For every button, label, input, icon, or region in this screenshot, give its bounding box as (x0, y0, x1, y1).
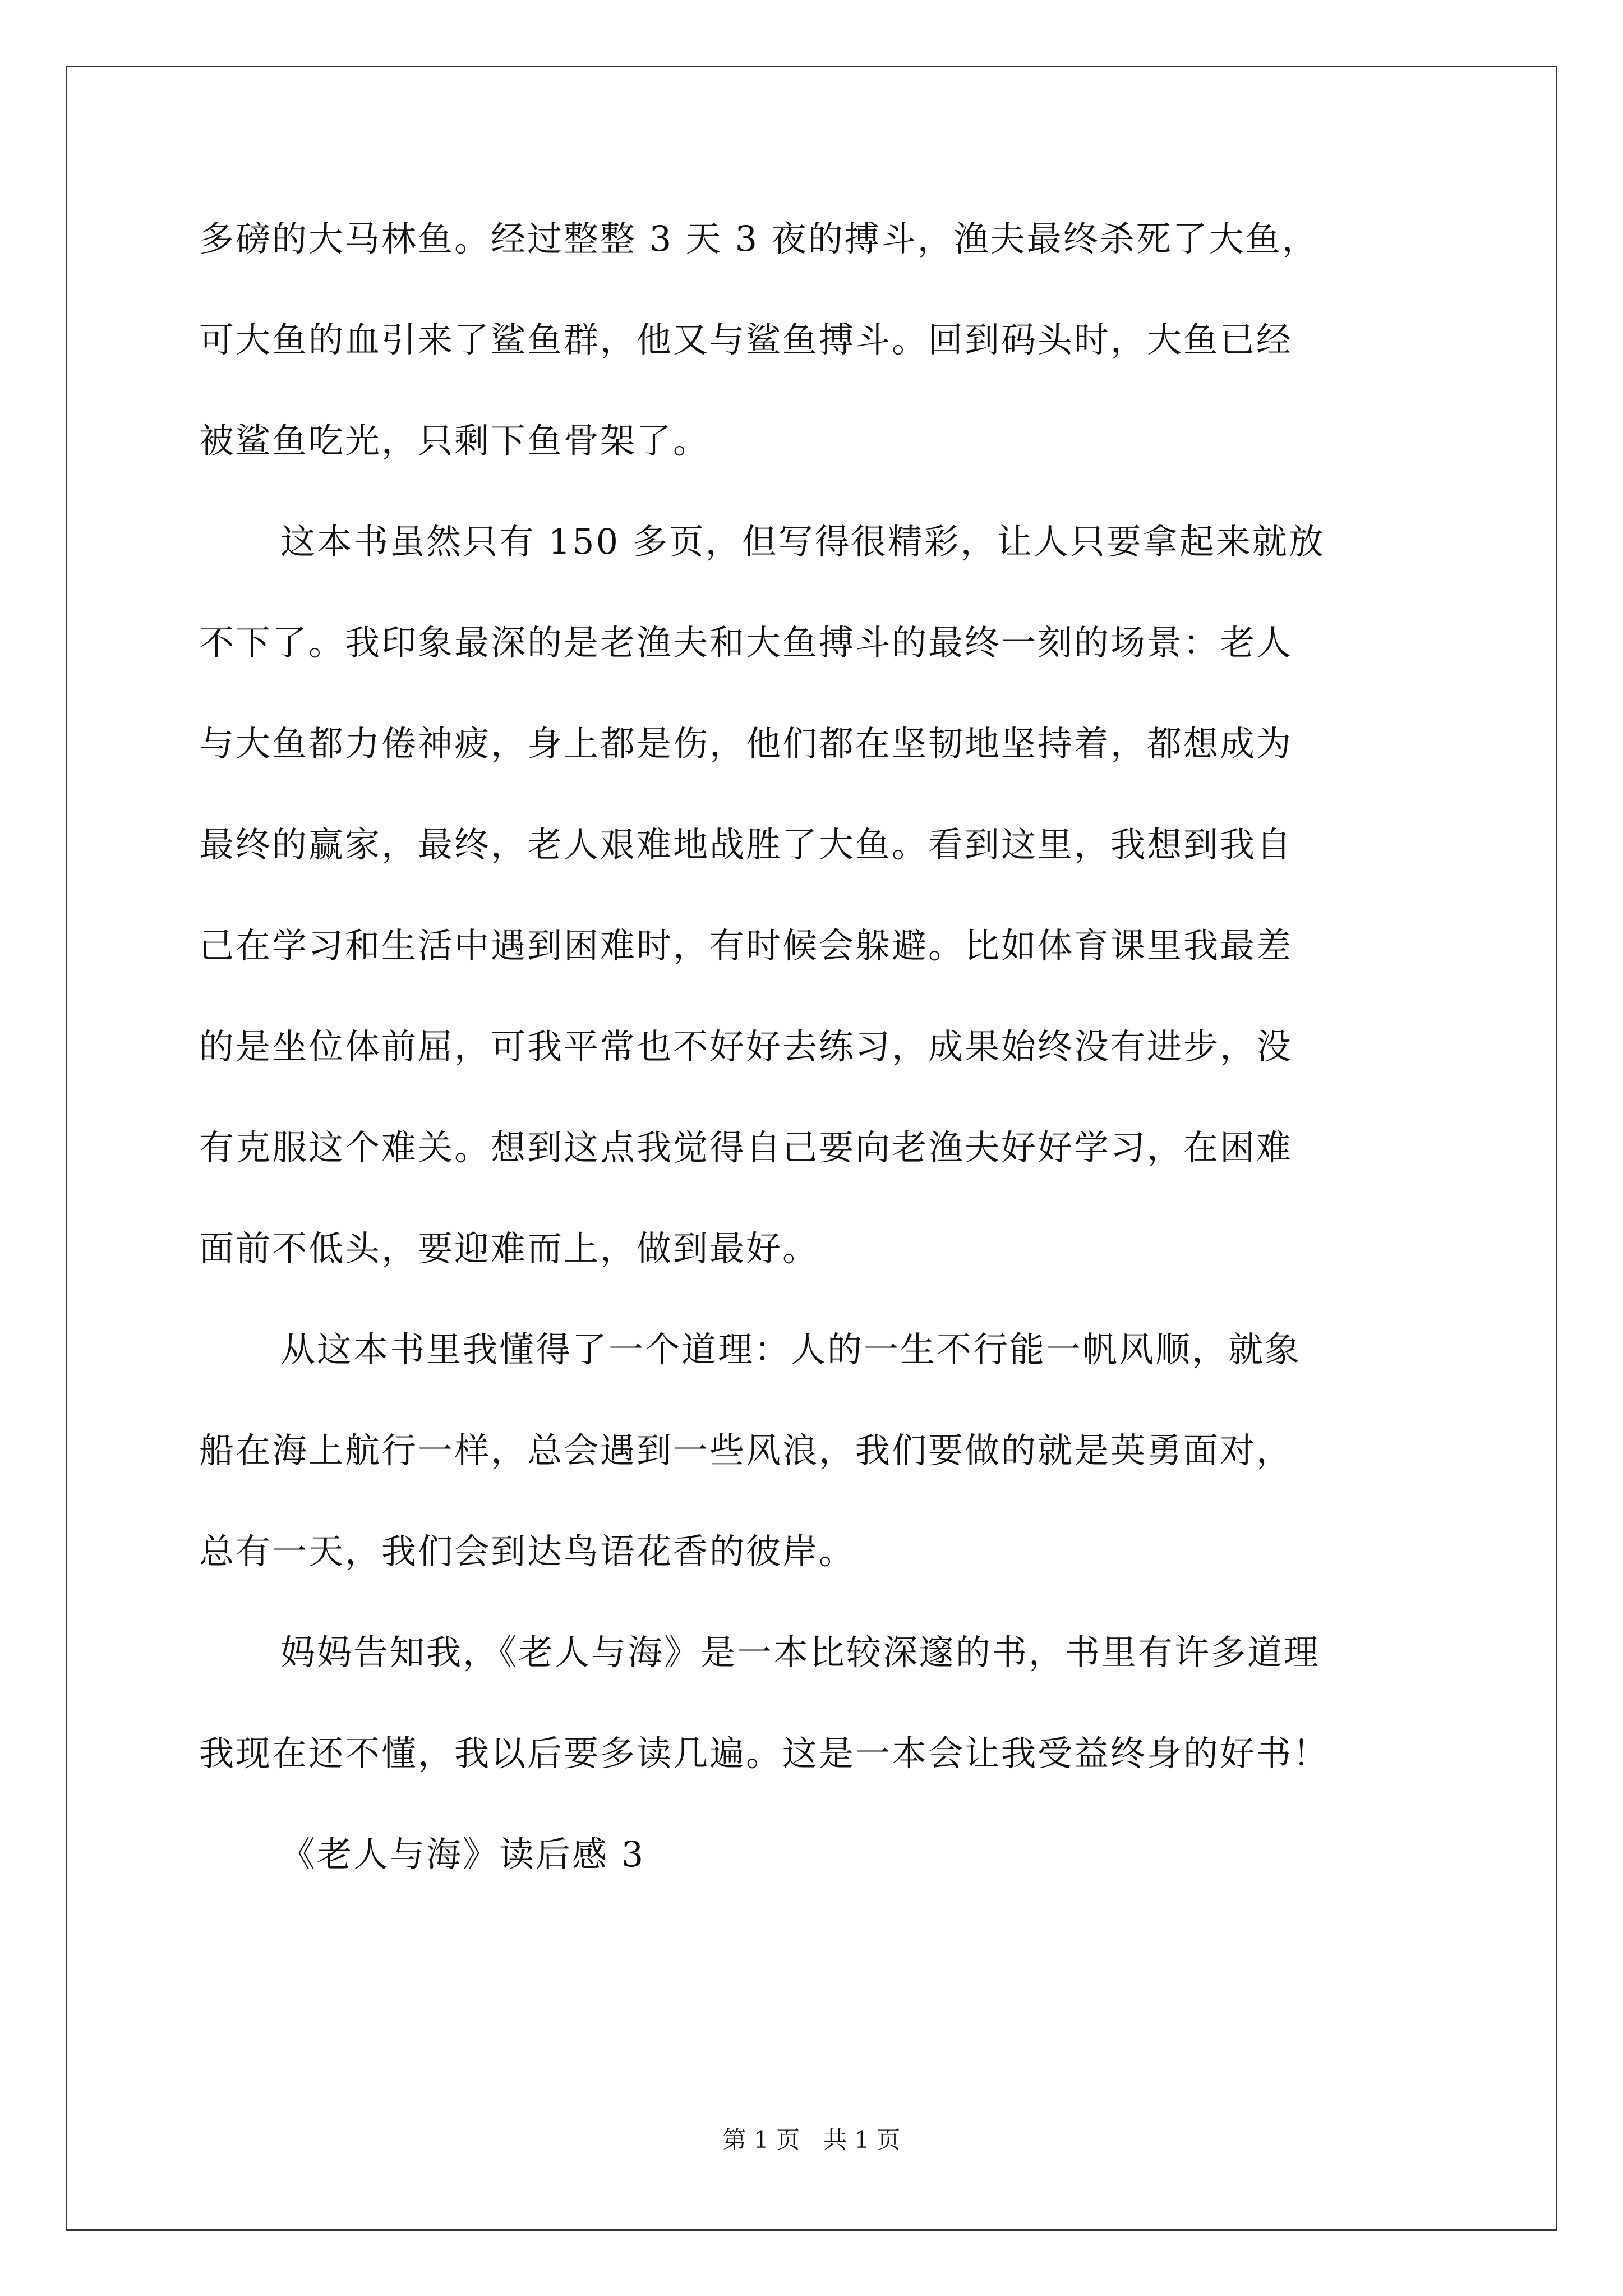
text-line: 己在学习和生活中遇到困难时，有时候会躲避。比如体育课里我最差 (199, 925, 1293, 966)
paragraph-start-line: 从这本书里我懂得了一个道理：人的一生不行能一帆风顺，就象 (280, 1329, 1302, 1370)
text-line: 多磅的大马林鱼。经过整整 3 天 3 夜的搏斗，渔夫最终杀死了大鱼， (199, 218, 1318, 259)
text-line: 有克服这个难关。想到这点我觉得自己要向老渔夫好好学习，在困难 (199, 1127, 1293, 1168)
text-line: 我现在还不懂，我以后要多读几遍。这是一本会让我受益终身的好书！ (199, 1733, 1330, 1774)
text-line: 的是坐位体前屈，可我平常也不好好去练习，成果始终没有进步，没 (199, 1026, 1293, 1067)
text-line: 面前不低头，要迎难而上，做到最好。 (199, 1228, 819, 1269)
section-heading: 《老人与海》读后感 3 (280, 1834, 645, 1875)
paragraph-start-line: 妈妈告知我，《老人与海》是一本比较深邃的书，书里有许多道理 (280, 1632, 1321, 1673)
text-line: 不下了。我印象最深的是老渔夫和大鱼搏斗的最终一刻的场景：老人 (199, 622, 1293, 663)
text-line: 与大鱼都力倦神疲，身上都是伤，他们都在坚韧地坚持着，都想成为 (199, 723, 1293, 764)
paragraph-start-line: 这本书虽然只有 150 多页，但写得很精彩，让人只要拿起来就放 (280, 521, 1325, 562)
text-line: 船在海上航行一样，总会遇到一些风浪，我们要做的就是英勇面对， (199, 1430, 1293, 1471)
text-line: 最终的赢家，最终，老人艰难地战胜了大鱼。看到这里，我想到我自 (199, 824, 1293, 865)
text-line: 总有一天，我们会到达鸟语花香的彼岸。 (199, 1531, 856, 1572)
page-number-footer: 第 1 页 共 1 页 (722, 2126, 901, 2154)
text-line: 可大鱼的血引来了鲨鱼群，他又与鲨鱼搏斗。回到码头时，大鱼已经 (199, 319, 1293, 360)
text-line: 被鲨鱼吃光，只剩下鱼骨架了。 (199, 420, 710, 461)
